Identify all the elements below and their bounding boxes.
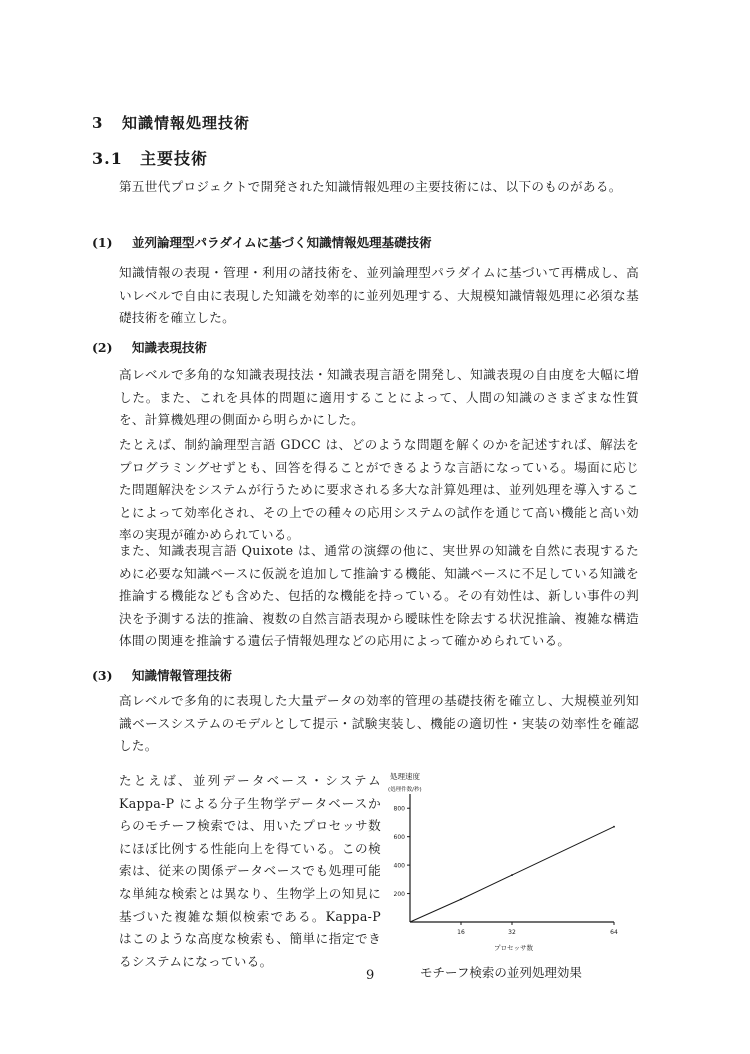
subsection-1-paragraph: 知識情報の表現・管理・利用の諸技術を、並列論理型パラダイムに基づいて再構成し、高いレベルで自由に表現した知識を効率的に並列処理する、大規模知識情報処理に必須な基礎技術を確立した。 bbox=[119, 265, 639, 326]
subsection-3-paragraph-1: 高レベルで多角的に表現した大量データの効率的管理の基礎技術を確立し、大規模並列知識ベースシステムのモデルとして提示・試験実装し、機能の適切性・実装の効率性を確認した。 bbox=[119, 693, 639, 754]
x-axis-label: プロセッサ数 bbox=[494, 944, 533, 952]
y-axis-unit: (処理件数/秒) bbox=[388, 787, 422, 793]
data-point bbox=[613, 826, 615, 828]
chapter-heading bbox=[92, 112, 250, 133]
chapter-number: 3 bbox=[92, 114, 104, 132]
speedup-figure bbox=[378, 770, 628, 960]
subsection-2-number: (2) bbox=[92, 340, 113, 355]
section-title: 主要技術 bbox=[140, 149, 209, 168]
data-point bbox=[460, 898, 462, 900]
subsection-3-number: (3) bbox=[92, 668, 113, 683]
subsection-3-title: 知識情報管理技術 bbox=[132, 668, 233, 683]
y-tick-label: 400 bbox=[393, 862, 405, 870]
subsection-1-title: 並列論理型パラダイムに基づく知識情報処理基礎技術 bbox=[132, 235, 432, 250]
y-tick-label: 200 bbox=[393, 891, 405, 899]
subsection-1-number: (1) bbox=[92, 235, 113, 250]
x-tick-label: 32 bbox=[508, 929, 516, 936]
subsection-2-title: 知識表現技術 bbox=[132, 340, 208, 355]
subsection-3-paragraph-2: たとえば、並列データベース・システム Kappa-P による分子生物学データベースからのモチーフ検索では、用いたプロセッサ数にほぼ比例する性能向上を得ている。この検索は、従来の関係データベースでも処理可能な単純な検索とは異なり、生物学上の知見に基づいた複雑な類似検索である。Kappa-P はこのような高度な検索も、簡単に指定できるシステムになっている。 bbox=[119, 773, 381, 969]
y-tick-label: 600 bbox=[393, 834, 405, 842]
section-number: 3.1 bbox=[92, 149, 123, 168]
intro-paragraph: 第五世代プロジェクトで開発された知識情報処理の主要技術には、以下のものがある。 bbox=[119, 179, 622, 194]
figure-caption: モチーフ検索の並列処理効果 bbox=[420, 965, 582, 980]
page-number: 9 bbox=[366, 968, 375, 983]
data-point bbox=[511, 874, 513, 876]
subsection-2-paragraph-3: また、知識表現言語 Quixote は、通常の演繹の他に、実世界の知識を自然に表現するために必要な知識ベースに仮説を追加して推論する機能、知識ベースに不足している知識を推論する機能なども含めた、包括的な機能を持っている。その有効性は、新しい事件の判決を予測する法的推論、複数の自然言語表現から曖昧性を除去する状況推論、複雑な構造体間の関連を推論する遺伝子情報処理などの応用によって確かめられている。 bbox=[119, 543, 639, 649]
subsection-1-heading bbox=[92, 233, 432, 251]
subsection-2-paragraph-1: 高レベルで多角的な知識表現技法・知識表現言語を開発し、知識表現の自由度を大幅に増した。また、これを具体的問題に適用することによって、人間の知識のさまざまな性質を、計算機処理の側面から明らかにした。 bbox=[119, 367, 639, 428]
y-axis-label: 処理速度 bbox=[390, 772, 420, 781]
y-tick-label: 800 bbox=[393, 805, 405, 813]
x-tick-label: 16 bbox=[457, 929, 465, 936]
x-tick-label: 64 bbox=[610, 929, 618, 936]
section-heading bbox=[92, 146, 208, 169]
chapter-title: 知識情報処理技術 bbox=[122, 114, 251, 132]
subsection-3-heading bbox=[92, 666, 232, 684]
speedup-chart bbox=[378, 770, 628, 960]
subsection-2-heading bbox=[92, 338, 207, 356]
subsection-2-paragraph-2: たとえば、制約論理型言語 GDCC は、どのような問題を解くのかを記述すれば、解法をプログラミングせずとも、回答を得ることができるような言語になっている。場面に応じた問題解決をシステムが行うために要求される多大な計算処理は、並列処理を導入することによって効率化され、その上での種々の応用システムの試作を通じて高い機能と高い効率の実現が確かめられている。 bbox=[119, 437, 639, 543]
